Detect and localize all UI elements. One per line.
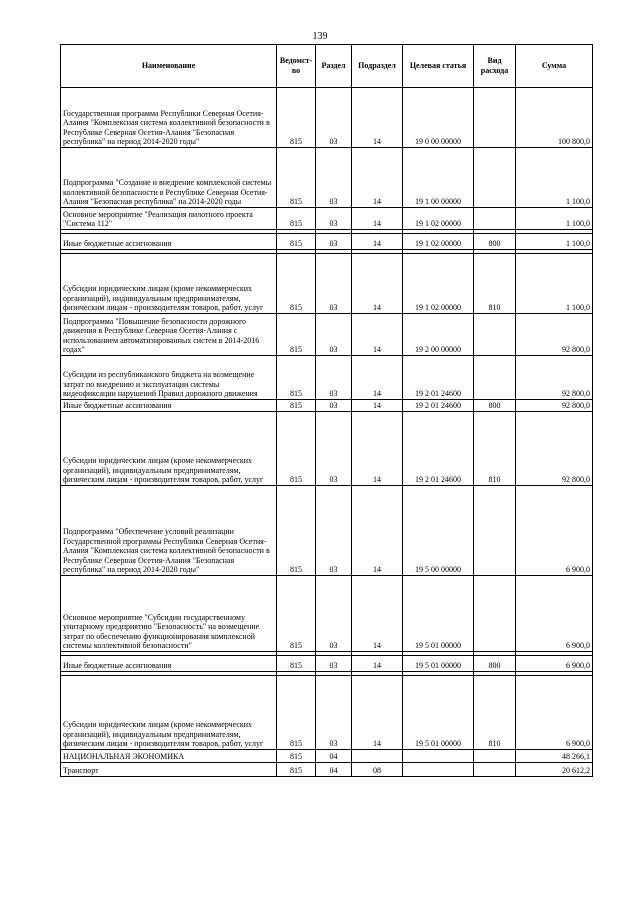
row-department: 815 xyxy=(277,314,316,356)
row-department: 815 xyxy=(277,576,316,652)
row-department: 815 xyxy=(277,656,316,672)
row-name: Подпрограмма "Обеспечение условий реализации Государственной программы Республики Северная Осетия-Алания "Комплексная система коллективной безопасности в Республике Северная Осетия-Алания "Безопасная республика" на период 2014-2020 годы" xyxy=(61,486,277,576)
column-header-expense-type: Вид расхода xyxy=(474,45,516,88)
row-subsection: 14 xyxy=(352,412,403,486)
row-expense-type: 810 xyxy=(474,254,516,314)
row-department: 815 xyxy=(277,356,316,400)
column-header-sum: Сумма xyxy=(516,45,593,88)
row-sum: 92 800,0 xyxy=(516,412,593,486)
row-name: Основное мероприятие "Реализация пилотного проекта "Система 112" xyxy=(61,208,277,230)
row-section: 03 xyxy=(316,234,352,250)
table-row xyxy=(61,486,593,576)
row-department: 815 xyxy=(277,148,316,208)
row-section: 03 xyxy=(316,356,352,400)
row-subsection: 14 xyxy=(352,576,403,652)
page-number: 139 xyxy=(312,31,328,42)
table-body xyxy=(61,88,593,777)
row-sum: 20 612,2 xyxy=(516,763,593,777)
row-expense-type xyxy=(474,763,516,777)
row-section: 03 xyxy=(316,208,352,230)
row-expense-type: 800 xyxy=(474,400,516,412)
row-section: 03 xyxy=(316,148,352,208)
row-name: Иные бюджетные ассигнования xyxy=(61,656,277,672)
row-name: Субсидии юридическим лицам (кроме некоммерческих организаций), индивидуальным предпринимателям, физическим лицам - производителям товаров, работ, услуг xyxy=(61,412,277,486)
row-department: 815 xyxy=(277,412,316,486)
row-target-article: 19 2 01 24600 xyxy=(403,356,474,400)
row-target-article: 19 2 01 24600 xyxy=(403,412,474,486)
row-section: 03 xyxy=(316,412,352,486)
row-expense-type: 810 xyxy=(474,676,516,750)
row-expense-type xyxy=(474,486,516,576)
row-department: 815 xyxy=(277,750,316,763)
row-subsection: 14 xyxy=(352,676,403,750)
row-name: Субсидии юридическим лицам (кроме некоммерческих организаций), индивидуальным предпринимателям, физическим лицам - производителям товаров, работ, услуг xyxy=(61,254,277,314)
row-section: 03 xyxy=(316,656,352,672)
row-department: 815 xyxy=(277,88,316,148)
row-section: 04 xyxy=(316,763,352,777)
row-expense-type xyxy=(474,576,516,652)
row-target-article: 19 0 00 00000 xyxy=(403,88,474,148)
row-expense-type: 800 xyxy=(474,656,516,672)
row-target-article: 19 5 01 00000 xyxy=(403,576,474,652)
row-sum: 6 900,0 xyxy=(516,676,593,750)
table-row xyxy=(61,88,593,148)
row-expense-type xyxy=(474,208,516,230)
column-header-target-article: Целевая статья xyxy=(403,45,474,88)
row-department: 815 xyxy=(277,676,316,750)
row-expense-type xyxy=(474,356,516,400)
column-header-name: Наименование xyxy=(61,45,277,88)
row-name: НАЦИОНАЛЬНАЯ ЭКОНОМИКА xyxy=(61,750,277,763)
row-department: 815 xyxy=(277,400,316,412)
row-target-article: 19 1 02 00000 xyxy=(403,208,474,230)
row-section: 03 xyxy=(316,88,352,148)
row-target-article: 19 2 01 24600 xyxy=(403,400,474,412)
row-department: 815 xyxy=(277,486,316,576)
row-subsection xyxy=(352,750,403,763)
row-sum: 92 800,0 xyxy=(516,314,593,356)
row-subsection: 14 xyxy=(352,254,403,314)
row-target-article xyxy=(403,750,474,763)
column-header-section: Раздел xyxy=(316,45,352,88)
row-name: Субсидии из республиканского бюджета на возмещение затрат по внедрению и эксплуатации системы видеофиксации нарушений Правил дорожного движения xyxy=(61,356,277,400)
table-row xyxy=(61,763,593,777)
row-expense-type xyxy=(474,148,516,208)
row-subsection: 14 xyxy=(352,234,403,250)
row-subsection: 14 xyxy=(352,88,403,148)
row-target-article: 19 5 00 00000 xyxy=(403,486,474,576)
column-header-department: Ведомст-во xyxy=(277,45,316,88)
row-sum: 6 900,0 xyxy=(516,576,593,652)
table-row xyxy=(61,148,593,208)
table-row xyxy=(61,400,593,412)
row-sum: 6 900,0 xyxy=(516,656,593,672)
row-target-article xyxy=(403,763,474,777)
table-row xyxy=(61,676,593,750)
row-name: Иные бюджетные ассигнования xyxy=(61,400,277,412)
row-section: 03 xyxy=(316,400,352,412)
row-name: Государственная программа Республики Северная Осетия-Алания "Комплексная система коллективной безопасности в Республике Северная Осетия-Алания "Безопасная республика" на период 2014-2020 годы" xyxy=(61,88,277,148)
row-target-article: 19 5 01 00000 xyxy=(403,676,474,750)
row-sum: 92 800,0 xyxy=(516,400,593,412)
row-sum: 1 100,0 xyxy=(516,208,593,230)
row-target-article: 19 2 00 00000 xyxy=(403,314,474,356)
table-row xyxy=(61,356,593,400)
table-row xyxy=(61,254,593,314)
column-header-subsection: Подраздел xyxy=(352,45,403,88)
row-sum: 6 900,0 xyxy=(516,486,593,576)
row-department: 815 xyxy=(277,763,316,777)
row-department: 815 xyxy=(277,254,316,314)
row-subsection: 14 xyxy=(352,148,403,208)
row-section: 03 xyxy=(316,254,352,314)
row-name: Подпрограмма "Повышение безопасности дорожного движения в Республике Северная Осетия-Алания с использованием автоматизированных систем в 2014-2016 годах" xyxy=(61,314,277,356)
row-subsection: 08 xyxy=(352,763,403,777)
table-row xyxy=(61,576,593,652)
table-row xyxy=(61,750,593,763)
row-expense-type xyxy=(474,88,516,148)
row-name: Подпрограмма "Создание и внедрение комплексной системы коллективной безопасности в Республике Северная Осетия-Алания "Безопасная республика" на 2014-2020 годы xyxy=(61,148,277,208)
row-target-article: 19 5 01 00000 xyxy=(403,656,474,672)
row-section: 03 xyxy=(316,486,352,576)
row-section: 03 xyxy=(316,314,352,356)
row-sum: 1 100,0 xyxy=(516,254,593,314)
table-row xyxy=(61,656,593,672)
table-header-row xyxy=(61,45,593,88)
row-subsection: 14 xyxy=(352,400,403,412)
row-subsection: 14 xyxy=(352,208,403,230)
row-subsection: 14 xyxy=(352,356,403,400)
row-section: 03 xyxy=(316,576,352,652)
budget-table xyxy=(60,44,593,777)
row-name: Субсидии юридическим лицам (кроме некоммерческих организаций), индивидуальным предпринимателям, физическим лицам - производителям товаров, работ, услуг xyxy=(61,676,277,750)
row-sum: 1 100,0 xyxy=(516,234,593,250)
row-target-article: 19 1 02 00000 xyxy=(403,254,474,314)
row-sum: 48 266,1 xyxy=(516,750,593,763)
table-row xyxy=(61,314,593,356)
row-subsection: 14 xyxy=(352,486,403,576)
row-section: 03 xyxy=(316,676,352,750)
row-section: 04 xyxy=(316,750,352,763)
table-row xyxy=(61,412,593,486)
row-sum: 92 800,0 xyxy=(516,356,593,400)
row-subsection: 14 xyxy=(352,314,403,356)
row-expense-type xyxy=(474,314,516,356)
row-sum: 100 800,0 xyxy=(516,88,593,148)
row-target-article: 19 1 00 00000 xyxy=(403,148,474,208)
row-name: Основное мероприятие "Субсидии государственному унитарному предприятию "Безопасность" на возмещение затрат по обеспечению функционирования комплексной системы коллективной безопасности" xyxy=(61,576,277,652)
row-target-article: 19 1 02 00000 xyxy=(403,234,474,250)
row-department: 815 xyxy=(277,234,316,250)
row-expense-type: 810 xyxy=(474,412,516,486)
table-row xyxy=(61,208,593,230)
row-department: 815 xyxy=(277,208,316,230)
row-expense-type xyxy=(474,750,516,763)
row-subsection: 14 xyxy=(352,656,403,672)
row-expense-type: 800 xyxy=(474,234,516,250)
row-sum: 1 100,0 xyxy=(516,148,593,208)
table-row xyxy=(61,234,593,250)
row-name: Транспорт xyxy=(61,763,277,777)
row-name: Иные бюджетные ассигнования xyxy=(61,234,277,250)
